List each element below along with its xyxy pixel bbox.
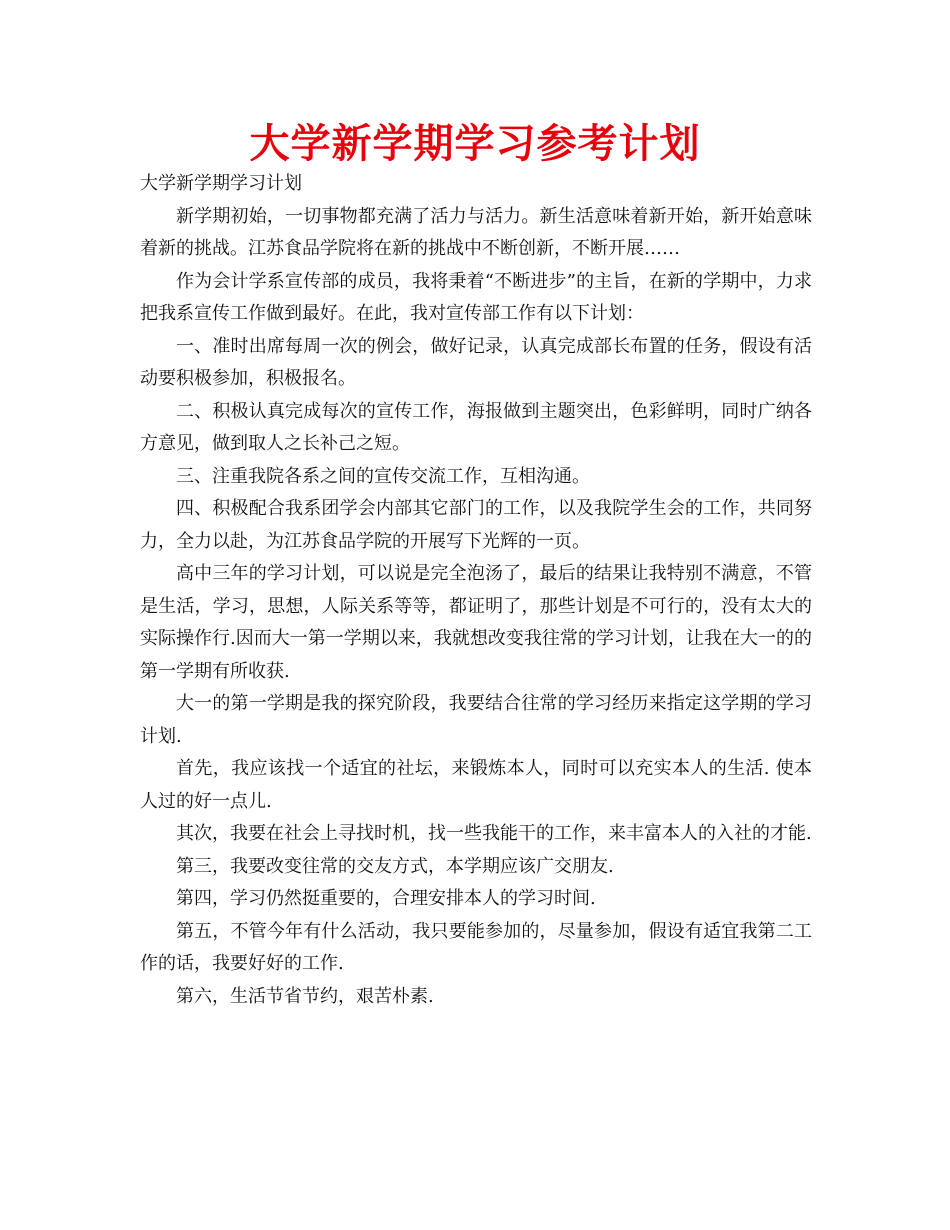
paragraph: 第五，不管今年有什么活动，我只要能参加的，尽量参加，假设有适宜我第二工作的话，我要好好的工作. bbox=[140, 920, 812, 974]
paragraph: 第四，学习仍然挺重要的，合理安排本人的学习时间. bbox=[176, 888, 596, 909]
paragraph: 四、积极配合我系团学会内部其它部门的工作，以及我院学生会的工作，共同努力，全力以赴，为江苏食品学院的开展写下光辉的一页。 bbox=[140, 498, 812, 552]
document-body bbox=[140, 168, 812, 1013]
paragraph: 第三，我要改变往常的交友方式，本学期应该广交朋友. bbox=[176, 855, 614, 877]
paragraph: 大一的第一学期是我的探究阶段，我要结合往常的学习经历来指定这学期的学习计划. bbox=[140, 693, 812, 747]
paragraph: 其次，我要在社会上寻找时机，找一些我能干的工作，来丰富本人的入社的才能. bbox=[176, 823, 812, 844]
document-subtitle: 大学新学期学习计划 bbox=[140, 173, 302, 194]
paragraph: 作为会计学系宣传部的成员，我将秉着“不断进步”的主旨，在新的学期中，力求把我系宣传工作做到最好。在此，我对宣传部工作有以下计划： bbox=[140, 270, 812, 324]
paragraph: 二、积极认真完成每次的宣传工作，海报做到主题突出，色彩鲜明，同时广纳各方意见，做到取人之长补己之短。 bbox=[140, 400, 812, 454]
paragraph: 一、准时出席每周一次的例会，做好记录，认真完成部长布置的任务，假设有活动要积极参加，积极报名。 bbox=[140, 335, 812, 389]
paragraph: 三、注重我院各系之间的宣传交流工作，互相沟通。 bbox=[176, 465, 590, 487]
paragraph: 第六，生活节省节约，艰苦朴素. bbox=[176, 985, 434, 1007]
document-title: 大学新学期学习参考计划 bbox=[249, 121, 701, 167]
paragraph: 首先，我应该找一个适宜的社坛，来锻炼本人，同时可以充实本人的生活. 使本人过的好一点儿. bbox=[140, 758, 812, 812]
paragraph: 高中三年的学习计划，可以说是完全泡汤了，最后的结果让我特别不满意，不管是生活，学习，思想，人际关系等等，都证明了，那些计划是不可行的，没有太大的实际操作行.因而大一第一学期以来，我就想改变我往常的学习计划，让我在大一的的第一学期有所收获. bbox=[140, 563, 812, 682]
paragraph: 新学期初始，一切事物都充满了活力与活力。新生活意味着新开始，新开始意味着新的挑战。江苏食品学院将在新的挑战中不断创新，不断开展…… bbox=[140, 205, 812, 259]
